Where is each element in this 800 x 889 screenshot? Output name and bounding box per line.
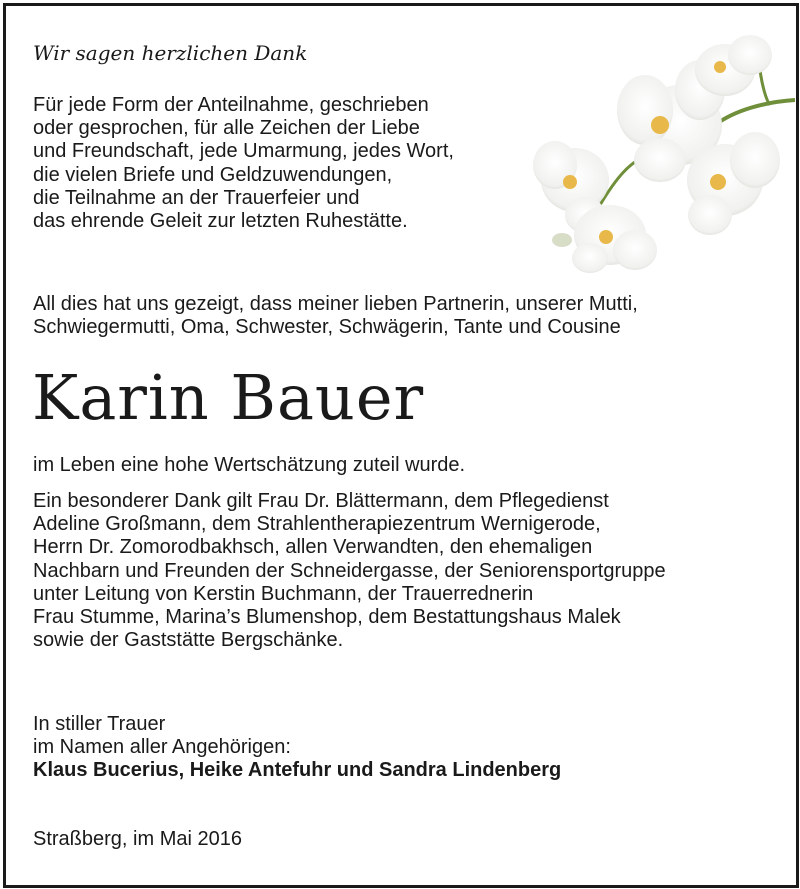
- intro-line: und Freundschaft, jede Umarmung, jedes Wort,: [33, 140, 454, 163]
- signatories: Klaus Bucerius, Heike Antefuhr und Sandra Lindenberg: [33, 759, 562, 782]
- esteem-line: im Leben eine hohe Wertschätzung zuteil wurde.: [33, 454, 466, 476]
- mourning-line: In stiller Trauer: [33, 713, 166, 735]
- shown-line: Schwiegermutti, Oma, Schwester, Schwägerin, Tante und Cousine: [33, 316, 621, 339]
- mourning-line: im Namen aller Angehörigen:: [33, 736, 291, 759]
- intro-line: Für jede Form der Anteilnahme, geschrieben: [33, 94, 429, 116]
- place-date: Straßberg, im Mai 2016: [33, 828, 242, 850]
- thanks-paragraph: [33, 490, 666, 652]
- notice-heading: Wir sagen herzlichen Dank: [33, 41, 308, 65]
- shown-line: All dies hat uns gezeigt, dass meiner lieben Partnerin, unserer Mutti,: [33, 293, 638, 315]
- thanks-line: Herrn Dr. Zomorodbakhsch, allen Verwandten, den ehemaligen: [33, 536, 593, 559]
- intro-line: das ehrende Geleit zur letzten Ruhestätte.: [33, 210, 408, 233]
- thanks-line: unter Leitung von Kerstin Buchmann, der Trauerrednerin: [33, 582, 534, 605]
- intro-line: oder gesprochen, für alle Zeichen der Liebe: [33, 117, 420, 140]
- orchid-image: [530, 30, 795, 275]
- thanks-line: sowie der Gaststätte Bergschänke.: [33, 629, 344, 652]
- mourning-block: [33, 713, 561, 783]
- thanks-line: Ein besonderer Dank gilt Frau Dr. Blättermann, dem Pflegedienst: [33, 490, 609, 512]
- intro-line: die vielen Briefe und Geldzuwendungen,: [33, 163, 393, 186]
- intro-line: die Teilnahme an der Trauerfeier und: [33, 186, 360, 209]
- intro-paragraph: [33, 94, 454, 233]
- deceased-name: Karin Bauer: [32, 361, 425, 434]
- thanks-line: Nachbarn und Freunden der Schneidergasse, der Seniorensportgruppe: [33, 559, 666, 582]
- thanks-line: Adeline Großmann, dem Strahlentherapiezentrum Wernigerode,: [33, 513, 601, 536]
- thanks-line: Frau Stumme, Marina’s Blumenshop, dem Bestattungshaus Malek: [33, 606, 621, 629]
- shown-paragraph: [33, 293, 638, 339]
